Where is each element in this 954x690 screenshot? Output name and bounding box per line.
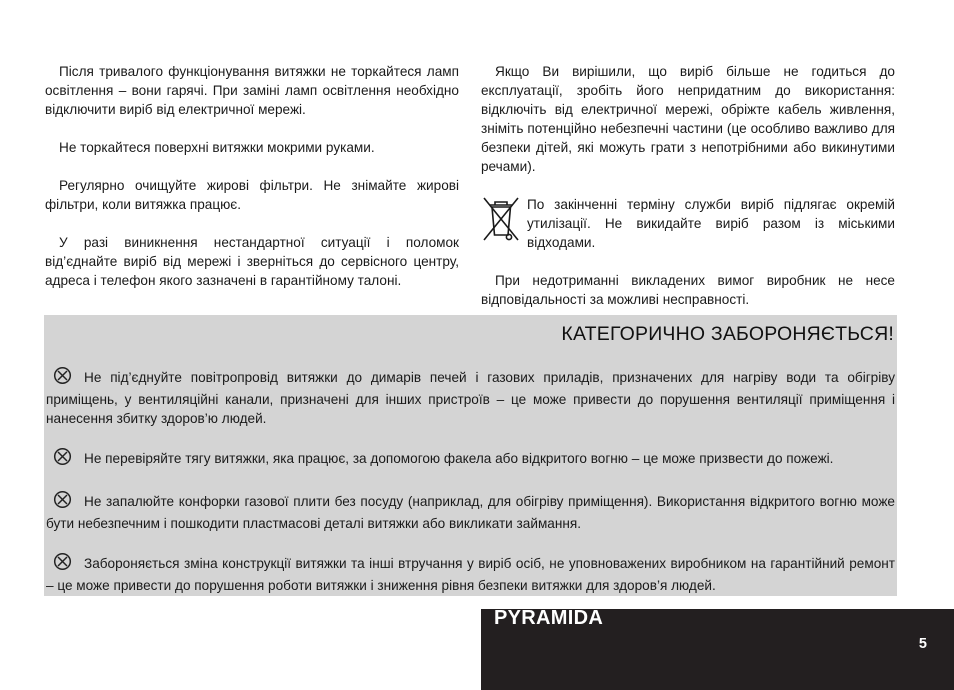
prohibitions-title: КАТЕГОРИЧНО ЗАБОРОНЯЄТЬСЯ! — [561, 323, 894, 345]
paragraph-wet-hands: Не торкайтеся поверхні витяжки мокрими руками. — [59, 140, 375, 155]
paragraph-liability: При недотриманні викладених вимог виробник не несе відповідальності за можливі несправності. — [481, 273, 895, 307]
prohibitions-list — [46, 366, 895, 614]
weee-notice — [481, 195, 895, 252]
prohibition-text: Не запалюйте конфорки газової плити без посуду (наприклад, для обігріву приміщення). Використання відкритого вогню може бути небезпечним і пошкодити пластмасові деталі витяжки або викликати займання. — [46, 494, 895, 531]
prohibition-text: Забороняється зміна конструкції витяжки та інші втручання у виріб осіб, не уповноважених виробником на гарантійний ремонт – це може привести до порушення роботи витяжки і зниження рівня безпеки витяжки для здоров’я людей. — [46, 556, 895, 593]
left-text-column — [45, 62, 459, 309]
paragraph-emergency: У разі виникнення нестандартної ситуації і поломок від’єднайте виріб від мережі і зверніться до сервісного центру, адреса і телефон якого зазначені в гарантійному талоні. — [45, 235, 459, 288]
paragraph-lamps: Після тривалого функціонування витяжки не торкайтеся ламп освітлення – вони гарячі. При заміні ламп освітлення необхідно відключити виріб від електричної мережі. — [45, 64, 459, 117]
right-text-column — [481, 62, 895, 328]
brand-logo: PYRAMIDA — [494, 607, 604, 629]
prohibition-item — [46, 366, 895, 428]
weee-text: По закінченні терміну служби виріб підлягає окремій утилізації. Не викидайте виріб разом із міськими відходами. — [527, 197, 895, 250]
prohibition-item — [46, 447, 895, 471]
crossed-out-wheelie-bin-icon — [481, 193, 521, 245]
prohibited-circle-x-icon — [53, 490, 72, 514]
page-number: 5 — [918, 636, 927, 652]
paragraph-grease-filters: Регулярно очищуйте жирові фільтри. Не знімайте жирові фільтри, коли витяжка працює. — [45, 178, 459, 212]
prohibited-circle-x-icon — [53, 552, 72, 576]
prohibited-circle-x-icon — [53, 447, 72, 471]
paragraph-disposal: Якщо Ви вирішили, що виріб більше не годиться до експлуатації, зробіть його непридатним до використання: відключіть від електричної мережі, обріжте кабель живлення, зніміть потенційно небезпечні частини (це особливо важливо для безпеки дітей, які можуть грати з непотрібними або викинутими речами). — [481, 64, 895, 174]
prohibition-text: Не перевіряйте тягу витяжки, яка працює, за допомогою факела або відкритого вогню – це може призвести до пожежі. — [84, 451, 834, 466]
prohibition-text: Не під’єднуйте повітропровід витяжки до димарів печей і газових приладів, призначених для нагріву води та обігріву приміщень, у вентиляційні канали, призначені для інших пристроїв – це може привести до порушення вентиляції приміщення і нанесення збитку здоров’ю людей. — [46, 370, 895, 426]
prohibitions-panel — [44, 315, 897, 596]
footer-brand-block — [481, 609, 954, 690]
prohibition-item — [46, 552, 895, 595]
prohibited-circle-x-icon — [53, 366, 72, 390]
prohibition-item — [46, 490, 895, 533]
